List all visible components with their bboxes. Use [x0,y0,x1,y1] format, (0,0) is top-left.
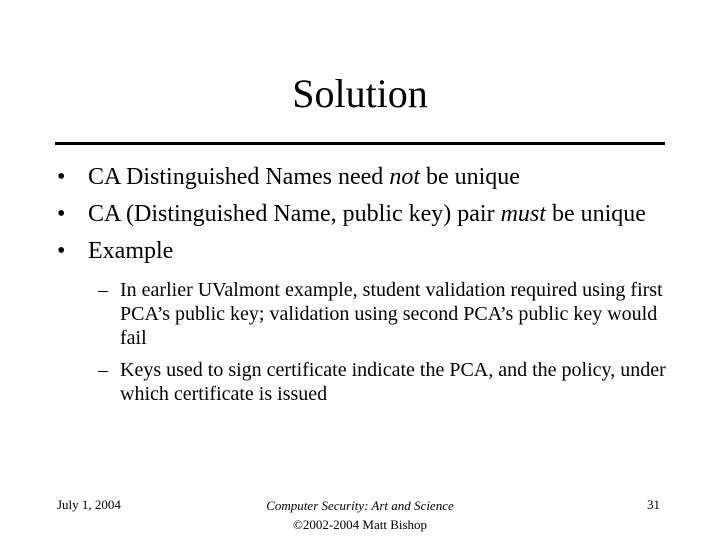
footer-date: July 1, 2004 [57,497,121,512]
bullet-item-1 [0,163,720,192]
sub-bullet-marker: – [98,359,108,381]
bullet-marker: • [57,164,66,190]
slide-title: Solution [292,71,428,116]
sub-bullet-item-2 [84,358,720,406]
sub-bullet-text: Keys used to sign certificate indicate the PCA, and the policy, under which certificate is issued [120,359,666,405]
bullet-text: Example [88,238,174,264]
bullet-item-2 [0,200,720,229]
page-number: 31 [647,497,660,512]
sub-bullet-marker: – [98,279,108,301]
footer-credit [210,496,510,534]
bullet-marker: • [57,201,66,227]
bullet-list [0,163,720,414]
bullet-text: CA Distinguished Names need not be unique [88,164,520,190]
footer-copyright: ©2002-2004 Matt Bishop [292,517,428,532]
bullet-marker: • [57,238,66,264]
bullet-text: CA (Distinguished Name, public key) pair must be unique [88,201,646,227]
sub-bullet-item-1 [84,278,720,350]
title-divider [55,142,665,145]
sub-bullet-text: In earlier UValmont example, student validation required using first PCA’s public key; validation using second PCA’s public key would fail [120,279,663,349]
bullet-item-3 [0,237,720,406]
footer-course: Computer Security: Art and Science [266,498,454,513]
sub-bullet-list [88,278,680,406]
